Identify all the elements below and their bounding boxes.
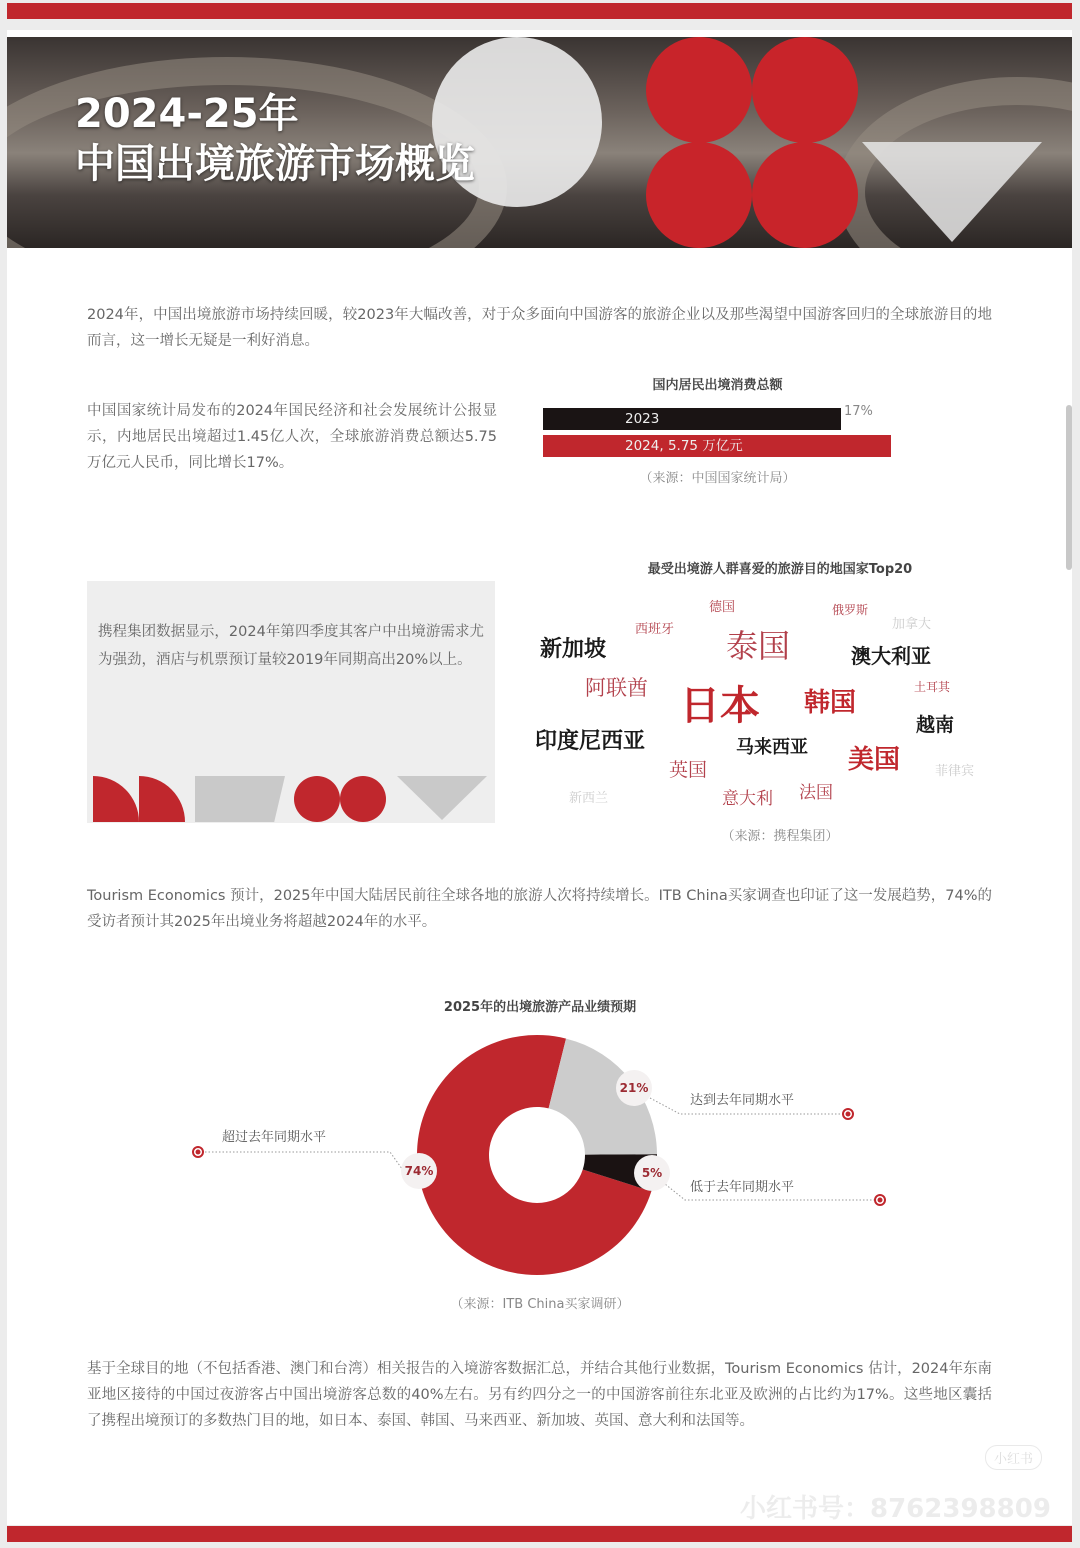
closing-paragraph: 基于全球目的地（不包括香港、澳门和台湾）相关报告的入境游客数据汇总，并结合其他行业数据，Tourism Economics 估计，2024年东南亚地区接待的中国过夜游客占中国出境游客总数的40%左右。另有约四分之一的中国游客前往东北亚及欧洲的占比约为17%。这些地区囊括了携程出境预订的多数热门目的地，如日本、泰国、韩国、马来西亚、新加坡、英国、意大利和法国等。 [87, 1361, 992, 1429]
watermark-badge: 小红书 [985, 1445, 1042, 1470]
word-thailand: 泰国 [726, 627, 791, 665]
stats-paragraph: 中国国家统计局发布的2024年国民经济和社会发展统计公报显示，内地居民出境超过1.45亿人次，全球旅游消费总额达5.75万亿元人民币，同比增长17%。 [87, 403, 497, 471]
bar-2023-label: 2023 [625, 411, 660, 427]
page-title-year: 2024-25年 [75, 91, 299, 137]
ctrip-callout-box [87, 581, 495, 823]
marker-dot [846, 1112, 851, 1117]
intro-paragraph: 2024年，中国出境旅游市场持续回暖，较2023年大幅改善，对于众多面向中国游客的旅游企业以及那些渴望中国游客回归的全球旅游目的地而言，这一增长无疑是一利好消息。 [87, 307, 992, 349]
quarter-circle-shape [139, 776, 185, 822]
word-spain: 西班牙 [635, 622, 675, 637]
donut-chart [0, 1020, 1080, 1290]
wordcloud-title: 最受出境游人群喜爱的旅游目的地国家Top20 [647, 562, 913, 577]
word-uae: 阿联酋 [585, 676, 648, 700]
word-turkey: 土耳其 [914, 680, 951, 694]
word-australia: 澳大利亚 [851, 644, 931, 668]
page-title: 中国出境旅游市场概览 [75, 141, 475, 187]
red-circle-shape [294, 776, 340, 822]
word-canada: 加拿大 [892, 617, 932, 632]
quarter-circle-shape [93, 776, 139, 822]
bar-2024 [543, 435, 891, 457]
pct-exceed: 74% [401, 1153, 437, 1189]
marker-dot [196, 1150, 201, 1155]
donut-chart-title: 2025年的出境旅游产品业绩预期 [443, 1000, 637, 1015]
top-accent-bar [7, 3, 1072, 19]
scrollbar[interactable] [1066, 405, 1072, 570]
ctrip-paragraph: 携程集团数据显示，2024年第四季度其客户中出境游需求尤为强劲，酒店与机票预订量较2019年同期高出20%以上。 [98, 624, 484, 668]
wordcloud-source: （来源：携程集团） [721, 829, 839, 844]
word-malaysia: 马来西亚 [736, 737, 808, 758]
marker-dot [878, 1198, 883, 1203]
word-russia: 俄罗斯 [832, 603, 869, 617]
red-circle-shape [646, 142, 752, 248]
word-italy: 意大利 [722, 789, 773, 809]
legend-below: 低于去年同期水平 [690, 1180, 795, 1195]
spend-chart-title: 国内居民出境消费总额 [652, 378, 783, 393]
watermark-id: 小红书号：8762398809 [740, 1494, 1051, 1524]
bar-2024-label: 2024, 5.75 万亿元 [625, 438, 743, 454]
hero-banner [7, 37, 1072, 248]
red-circle-shape [752, 142, 858, 248]
spend-chart-source: （来源：中国国家统计局） [639, 471, 796, 486]
red-circle-shape [340, 776, 386, 822]
word-vietnam: 越南 [916, 714, 955, 736]
word-singapore: 新加坡 [540, 637, 607, 662]
pct-below: 5% [634, 1155, 670, 1191]
word-philippines: 菲律宾 [935, 764, 975, 779]
word-japan: 日本 [680, 683, 760, 729]
trapezoid-shape [195, 776, 285, 822]
red-circle-shape [646, 37, 752, 143]
word-germany: 德国 [709, 600, 736, 615]
pct-meet: 21% [616, 1070, 652, 1106]
triangle-shape [862, 142, 1042, 242]
word-korea: 韩国 [804, 688, 857, 718]
legend-exceed: 超过去年同期水平 [222, 1130, 327, 1145]
forecast-paragraph: Tourism Economics 预计，2025年中国大陆居民前往全球各地的旅游人次将持续增长。ITB China买家调查也印证了这一发展趋势，74%的受访者预计其2025年出境业务将超越2024年的水平。 [87, 888, 992, 930]
word-uk: 英国 [669, 759, 708, 781]
word-new-zealand: 新西兰 [569, 791, 609, 806]
donut-chart-source: （来源：ITB China买家调研） [450, 1297, 630, 1312]
word-france: 法国 [799, 783, 833, 803]
triangle-shape [397, 776, 487, 820]
bar-2023 [543, 408, 841, 430]
bottom-accent-bar [7, 1526, 1072, 1542]
legend-meet: 达到去年同期水平 [690, 1093, 795, 1108]
word-indonesia: 印度尼西亚 [535, 729, 646, 754]
leader-line-exceed [198, 1152, 410, 1180]
red-circle-shape [752, 37, 858, 143]
word-usa: 美国 [848, 745, 901, 775]
growth-label: 17% [844, 404, 873, 419]
